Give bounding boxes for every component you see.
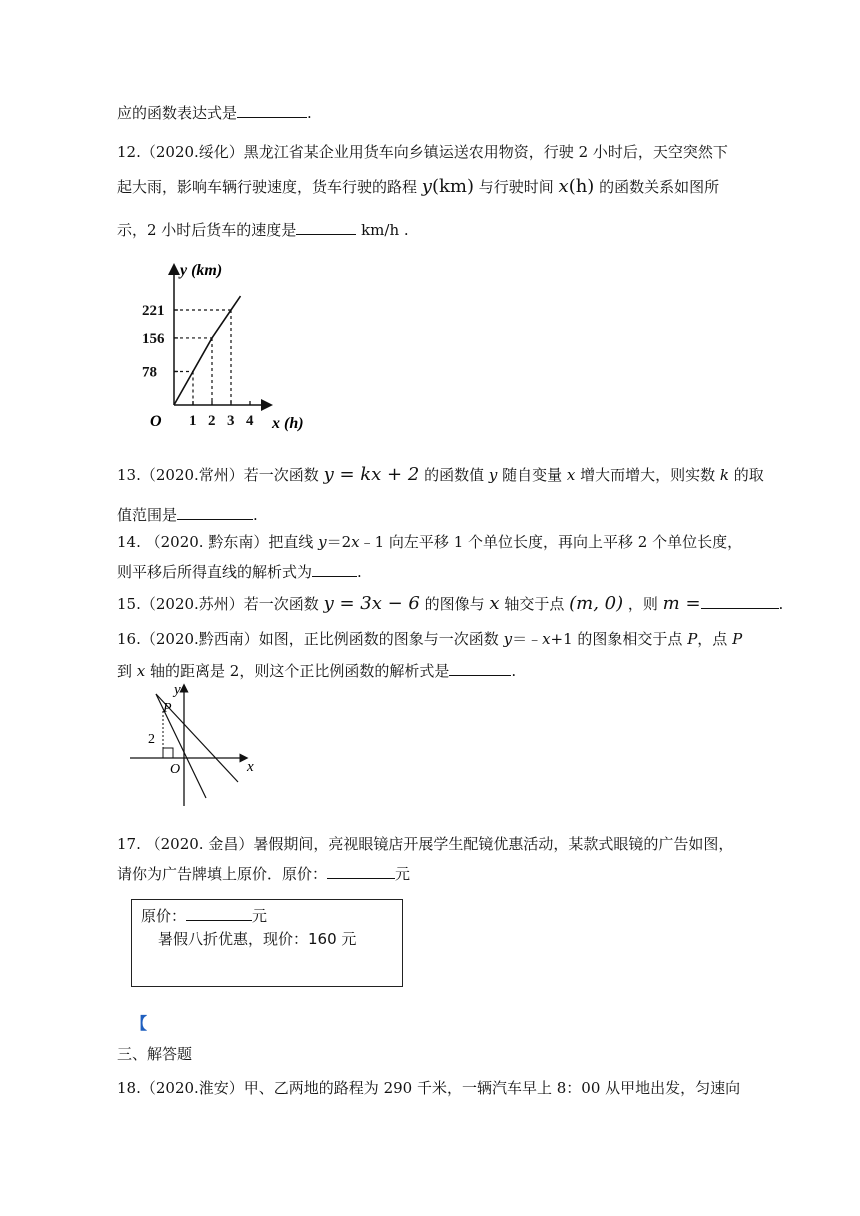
answer-blank[interactable] — [449, 659, 511, 676]
x-tick-label: 2 — [208, 413, 216, 429]
q18-line1: 18.（2020.淮安）甲、乙两地的路程为 290 千米，一辆汽车早上 8：00 从甲地出发，匀速向 — [117, 1079, 741, 1097]
x-tick-label: 4 — [246, 413, 254, 429]
answer-blank[interactable] — [177, 503, 253, 520]
y-tick-label: 221 — [142, 303, 165, 319]
answer-blank[interactable] — [296, 218, 356, 235]
o-label: O — [170, 762, 181, 777]
q17-line2: 请你为广告牌填上原价．原价： 元 — [117, 862, 410, 885]
ad-original-price: 原价： 元 — [141, 904, 267, 926]
q12-line2: 起大雨，影响车辆行驶速度，货车行驶的路程 y(km) 与行驶时间 x(h) 的函数关系如图所 — [117, 176, 720, 197]
answer-bracket: 【 — [131, 1014, 148, 1033]
q12-line3: 示，2 小时后货车的速度是 km/h . — [117, 218, 409, 241]
x-tick-label: 1 — [189, 413, 197, 429]
q13-line2: 值范围是 . — [117, 503, 258, 526]
right-angle-mark — [163, 748, 173, 758]
q12-distance-time-graph — [138, 258, 318, 438]
origin-label: O — [150, 413, 162, 430]
q11-tail: 应的函数表达式是 . — [117, 101, 312, 124]
q14-line1: 14. （2020. 黔东南）把直线 y＝2x﹣1 向左平移 1 个单位长度，再向上平移 2 个单位长度， — [117, 533, 743, 551]
x-tick-label: 3 — [227, 413, 235, 429]
q16-intersection-figure — [128, 678, 263, 810]
answer-blank[interactable] — [327, 862, 395, 879]
distance-label: 2 — [148, 732, 155, 747]
y-tick-label: 156 — [142, 330, 165, 347]
answer-blank[interactable] — [701, 592, 779, 609]
y-axis-label: y — [174, 682, 181, 698]
answer-blank[interactable] — [312, 560, 357, 577]
x-axis-label: x — [247, 759, 254, 775]
q13-line1: 13.（2020.常州）若一次函数 y = kx + 2 的函数值 y 随自变量 x 增大而增大，则实数 k 的取 — [117, 464, 764, 485]
answer-blank[interactable] — [237, 101, 307, 118]
q14-line2: 则平移后所得直线的解析式为 . — [117, 560, 362, 583]
p-label: P — [163, 701, 172, 716]
price-ad-board — [131, 899, 403, 987]
ad-discount: 暑假八折优惠，现价：160 元 — [158, 930, 357, 948]
q16-line1: 16.（2020.黔西南）如图，正比例函数的图象与一次函数 y＝﹣x+1 的图象相交于点 P，点 P — [117, 630, 743, 648]
q16-line2: 到 x 轴的距离是 2，则这个正比例函数的解析式是 . — [117, 659, 516, 682]
y-axis-label: y (km) — [180, 262, 223, 279]
q12-line1: 12.（2020.绥化）黑龙江省某企业用货车向乡镇运送农用物资，行驶 2 小时后，天空突然下 — [117, 143, 728, 161]
x-axis-label: x (h) — [272, 415, 304, 432]
section-title: 三、解答题 — [117, 1045, 193, 1063]
y-tick-label: 78 — [142, 364, 157, 381]
q17-line1: 17. （2020. 金昌）暑假期间，亮视眼镜店开展学生配镜优惠活动，某款式眼镜的广告如图， — [117, 835, 734, 853]
q15: 15.（2020.苏州）若一次函数 y = 3x − 6 的图像与 x 轴交于点 (m, 0) ，则 m = . — [117, 593, 784, 614]
ad-price-blank[interactable] — [186, 904, 252, 921]
